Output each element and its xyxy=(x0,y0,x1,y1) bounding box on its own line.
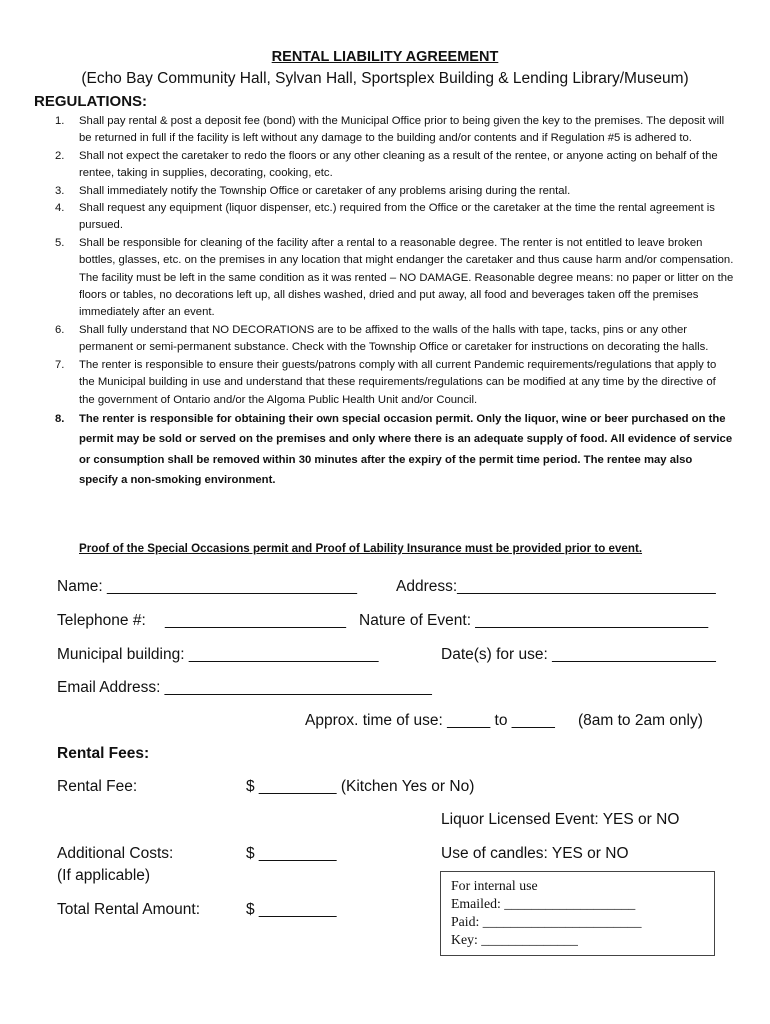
regulation-text: Shall pay rental & post a deposit fee (bond) with the Municipal Office prior to being given the key to the premises. The deposit will be returned in full if the facility is left without any damage to the building and/or contents and if Regulation #5 is adhered to. xyxy=(79,115,725,145)
internal-emailed-field[interactable]: Emailed: ___________________ xyxy=(451,896,636,911)
regulation-text: Shall be responsible for cleaning of the facility after a rental to a reasonable degree. The renter is not entitled to leave broken bottles, glasses, etc. on the premises in any location that might endanger the caretaker and thus cause harm and/or compensation. The facility must be left in the same condition as it was rented – NO DAMAGE. Reasonable degree means: no paper or litter on the floors or tables, no decorations left up, all dishes washed, dried and put away, all food and beverages taken off the premises immediately after an event. xyxy=(79,236,734,319)
additional-costs-field[interactable]: $ _________ xyxy=(246,845,337,862)
regulation-number: 3. xyxy=(55,184,65,197)
regulation-item xyxy=(34,322,734,357)
additional-costs-note: (If applicable) xyxy=(57,867,151,884)
regulation-item xyxy=(34,357,734,409)
regulation-item xyxy=(34,235,734,322)
proof-notice: Proof of the Special Occasions permit and Proof of Lability Insurance must be provided prior to event. xyxy=(79,542,643,555)
telephone-field[interactable]: _____________________ xyxy=(165,612,347,629)
internal-use-box xyxy=(440,871,715,956)
document-title: RENTAL LIABILITY AGREEMENT xyxy=(271,49,499,65)
regulation-number: 7. xyxy=(55,358,65,371)
regulation-number: 1. xyxy=(55,115,65,127)
approx-time-field[interactable]: Approx. time of use: _____ to _____ xyxy=(305,712,555,729)
regulation-text: Shall request any equipment (liquor dispenser, etc.) required from the Office or the caretaker at the time the rental agreement is pursued. xyxy=(79,202,715,232)
regulation-item xyxy=(34,409,734,491)
time-note: (8am to 2am only) xyxy=(578,712,703,729)
total-rental-amount-field[interactable]: $ _________ xyxy=(246,901,337,918)
regulation-number: 6. xyxy=(55,323,65,336)
municipal-building-field[interactable]: Municipal building: ______________________ xyxy=(57,646,379,663)
additional-costs-label: Additional Costs: xyxy=(57,845,174,862)
use-of-candles[interactable]: Use of candles: YES or NO xyxy=(441,845,629,862)
nature-of-event-field[interactable]: Nature of Event: ___________________________ xyxy=(359,612,709,629)
address-field[interactable]: Address:______________________________ xyxy=(396,578,716,595)
regulation-text: Shall not expect the caretaker to redo the floors or any other cleaning as a result of the rentee, or anyone acting on behalf of the rentee, taking in supplies, decorating, cooking, etc. xyxy=(79,149,718,180)
name-field[interactable]: Name: _____________________________ xyxy=(57,578,357,595)
regulation-number: 5. xyxy=(55,236,65,249)
regulation-text: Shall immediately notify the Township Office or caretaker of any problems arising during the rental. xyxy=(79,184,571,197)
internal-use-heading: For internal use xyxy=(451,878,538,893)
regulation-text: The renter is responsible to ensure their guests/patrons comply with all current Pandemic requirements/regulations that apply to the Municipal building in use and understand that these requirements/regulations can be modified at any time by the directive of the government of Ontario and/or the Algoma Public Health Unit and/or Council. xyxy=(79,358,717,406)
document-subtitle: (Echo Bay Community Hall, Sylvan Hall, Sportsplex Building & Lending Library/Museum) xyxy=(81,70,689,87)
regulation-number: 4. xyxy=(55,202,65,215)
rental-fees-heading: Rental Fees: xyxy=(57,745,150,762)
internal-key-field[interactable]: Key: ______________ xyxy=(451,932,578,947)
regulation-item xyxy=(34,200,734,235)
regulation-text: Shall fully understand that NO DECORATIONS are to be affixed to the walls of the halls with tape, tacks, pins or any other permanent or semi-permanent substance. Check with the Township Office or caretaker for instructions on decorating the halls. xyxy=(79,323,709,354)
regulation-item xyxy=(34,148,734,183)
rental-fee-field[interactable]: $ _________ (Kitchen Yes or No) xyxy=(246,778,475,795)
total-rental-amount-label: Total Rental Amount: xyxy=(57,901,201,918)
email-address-field[interactable]: Email Address: _______________________________ xyxy=(57,679,432,696)
rental-fee-label: Rental Fee: xyxy=(57,778,138,795)
liquor-licensed-event[interactable]: Liquor Licensed Event: YES or NO xyxy=(441,811,680,828)
regulation-text: The renter is responsible for obtaining their own special occasion permit. Only the liquor, wine or beer purchased on the permit may be sold or served on the premises and only where there is an adequate supply of food. All evidence of service or consumption shall be removed within 30 minutes after the expiry of the permit time period. The rentee may also specify a non-smoking environment. xyxy=(79,412,733,487)
dates-for-use-field[interactable]: Date(s) for use: ___________________ xyxy=(441,646,716,663)
internal-paid-field[interactable]: Paid: _______________________ xyxy=(451,914,642,929)
regulations-list xyxy=(34,113,734,491)
regulation-item xyxy=(34,183,734,200)
telephone-label: Telephone #: xyxy=(57,612,146,629)
regulations-heading: REGULATIONS: xyxy=(34,93,148,110)
regulation-number: 8. xyxy=(55,412,65,425)
regulation-item xyxy=(34,113,734,148)
regulation-number: 2. xyxy=(55,149,65,162)
